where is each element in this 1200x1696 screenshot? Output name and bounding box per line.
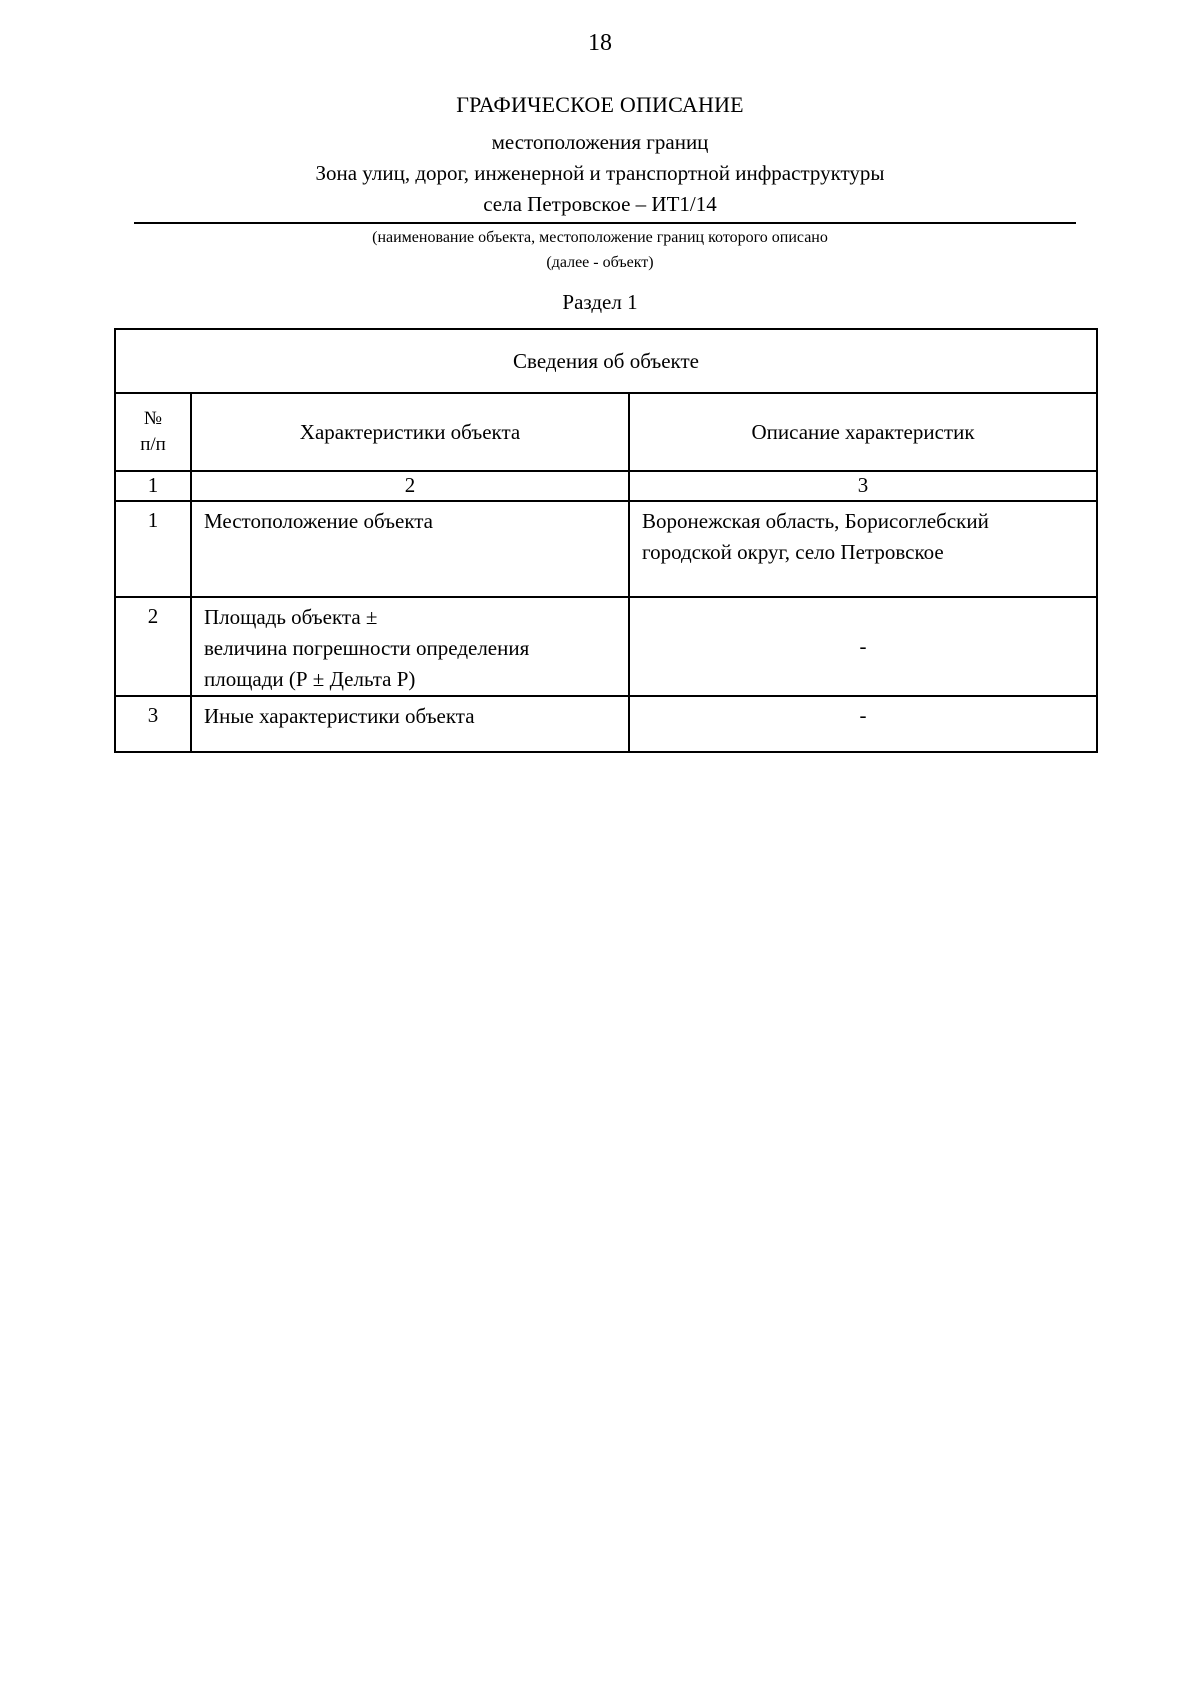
characteristic-line: Площадь объекта ± (204, 605, 378, 629)
table-row (115, 597, 1097, 696)
table-row (115, 501, 1097, 597)
column-index-1: 1 (115, 471, 191, 501)
header-number-symbol: № (143, 408, 163, 429)
description-line: Воронежская область, Борисоглебский (642, 509, 989, 533)
row-characteristic (191, 597, 629, 696)
table-row (115, 696, 1097, 752)
description-line: городской округ, село Петровское (642, 540, 944, 564)
subtitle-line-2: Зона улиц, дорог, инженерной и транспортной инфраструктуры (315, 161, 885, 185)
characteristic-line: Иные характеристики объекта (204, 704, 475, 728)
row-description (629, 501, 1097, 597)
title-underline (134, 222, 1076, 224)
subtitle-line-1: местоположения границ (491, 130, 709, 154)
table-header-row (115, 393, 1097, 471)
header-number (115, 393, 191, 471)
header-number-abbr: п/п (140, 434, 166, 455)
characteristic-line: Местоположение объекта (204, 509, 434, 533)
row-number: 1 (115, 501, 191, 597)
section-label: Раздел 1 (562, 290, 638, 314)
column-index-row (115, 471, 1097, 501)
header-description: Описание характеристик (629, 393, 1097, 471)
characteristic-line: площади (Р ± Дельта Р) (204, 667, 416, 691)
document-title: ГРАФИЧЕСКОЕ ОПИСАНИЕ (456, 92, 744, 117)
column-index-3: 3 (629, 471, 1097, 501)
header-characteristics: Характеристики объекта (191, 393, 629, 471)
subtitle-line-3: села Петровское – ИТ1/14 (483, 192, 717, 216)
table-title: Сведения об объекте (115, 329, 1097, 393)
column-index-2: 2 (191, 471, 629, 501)
caption-note-line-1: (наименование объекта, местоположение границ которого описано (372, 229, 828, 246)
characteristic-line: величина погрешности определения (204, 636, 530, 660)
row-number: 2 (115, 597, 191, 696)
row-number: 3 (115, 696, 191, 752)
table-title-row (115, 329, 1097, 393)
caption-note-line-2: (далее - объект) (546, 254, 654, 271)
object-info-table (114, 328, 1098, 753)
row-characteristic (191, 696, 629, 752)
row-characteristic (191, 501, 629, 597)
page-number: 18 (588, 30, 612, 56)
row-description: - (629, 597, 1097, 696)
row-description: - (629, 696, 1097, 752)
